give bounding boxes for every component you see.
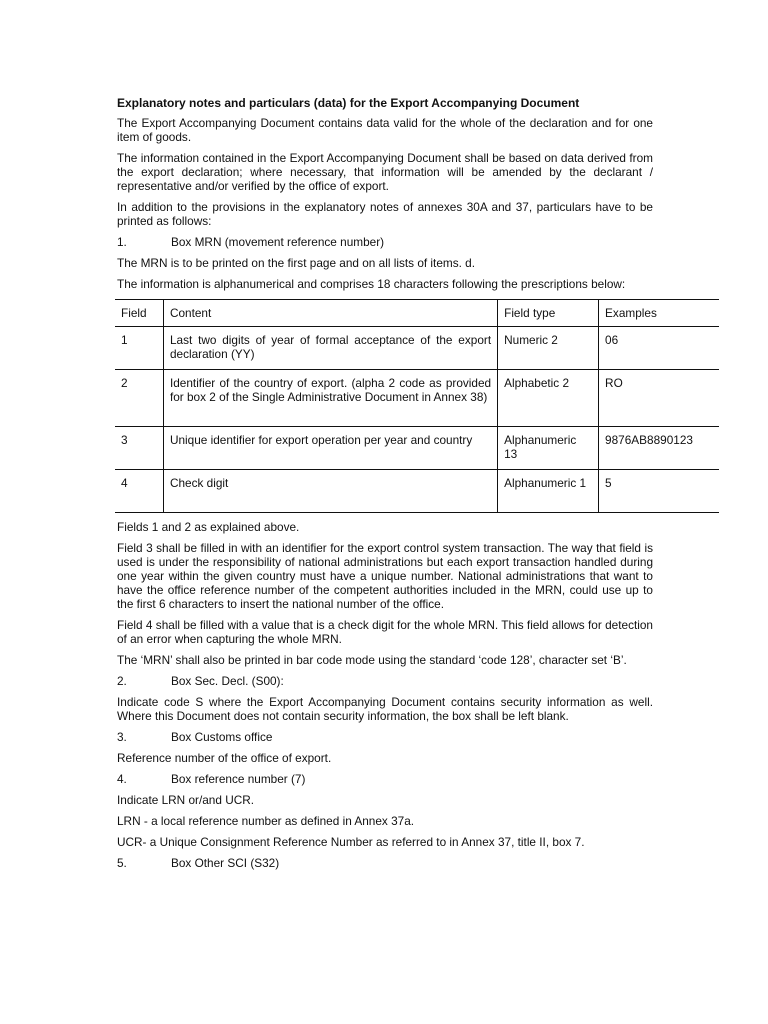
mrn-field-table [115, 299, 719, 513]
section-number: 5. [117, 856, 127, 870]
table-header-row [115, 300, 719, 327]
cell-field: 4 [115, 470, 163, 513]
cell-field-type: Numeric 2 [498, 327, 599, 370]
section-title: Box reference number (7) [171, 772, 306, 786]
cell-example: RO [599, 370, 719, 427]
document-title: Explanatory notes and particulars (data) for the Export Accompanying Document [117, 96, 580, 110]
section-2-heading [117, 674, 653, 688]
cell-example: 9876AB8890123 [599, 427, 719, 470]
section-title: Box Sec. Decl. (S00): [171, 674, 284, 688]
section-title: Box MRN (movement reference number) [171, 235, 385, 249]
cell-field-type: Alphanumeric 1 [498, 470, 599, 513]
cell-field: 3 [115, 427, 163, 470]
cell-content: Check digit [163, 470, 497, 513]
table-row [115, 370, 719, 427]
table-row [115, 327, 719, 370]
table-row [115, 470, 719, 513]
header-field: Field [115, 300, 163, 327]
intro-paragraph-1: The Export Accompanying Document contains data valid for the whole of the declaration and for one item of goods. [117, 116, 653, 144]
fields-note-1: Fields 1 and 2 as explained above. [117, 520, 300, 534]
section-2-paragraph: Indicate code S where the Export Accompanying Document contains security information as well. Where this Document does not contain security information, the box shall be left blank. [117, 695, 653, 723]
section-1-paragraph-1: The MRN is to be printed on the first page and on all lists of items. d. [117, 256, 476, 270]
section-5-heading [117, 856, 653, 870]
section-4-paragraph-2: LRN - a local reference number as defined in Annex 37a. [117, 814, 415, 828]
document-body [117, 96, 693, 877]
section-4-paragraph-3: UCR- a Unique Consignment Reference Number as referred to in Annex 37, title II, box 7. [117, 835, 585, 849]
cell-field: 1 [115, 327, 163, 370]
section-number: 4. [117, 772, 127, 786]
section-3-heading [117, 730, 653, 744]
cell-content: Identifier of the country of export. (alpha 2 code as provided for box 2 of the Single Administrative Document in Annex 38) [163, 370, 497, 427]
section-number: 2. [117, 674, 127, 688]
cell-example: 5 [599, 470, 719, 513]
cell-field-type: Alphanumeric 13 [498, 427, 599, 470]
fields-note-3: Field 4 shall be filled with a value that is a check digit for the whole MRN. This field allows for detection of an error when capturing the whole MRN. [117, 618, 653, 646]
intro-paragraph-2: The information contained in the Export Accompanying Document shall be based on data derived from the export declaration; where necessary, that information will be amended by the declarant / representative and/or verified by the office of export. [117, 151, 653, 193]
section-4-heading [117, 772, 653, 786]
section-title: Box Customs office [171, 730, 273, 744]
intro-paragraph-3: In addition to the provisions in the explanatory notes of annexes 30A and 37, particulars have to be printed as follows: [117, 200, 653, 228]
section-4-paragraph-1: Indicate LRN or/and UCR. [117, 793, 255, 807]
header-content: Content [163, 300, 497, 327]
table-row [115, 427, 719, 470]
section-3-paragraph: Reference number of the office of export. [117, 751, 332, 765]
fields-note-4: The ‘MRN’ shall also be printed in bar code mode using the standard ‘code 128’, character set ‘B’. [117, 653, 627, 667]
cell-field: 2 [115, 370, 163, 427]
section-1-paragraph-2: The information is alphanumerical and comprises 18 characters following the prescriptions below: [117, 277, 626, 291]
cell-field-type: Alphabetic 2 [498, 370, 599, 427]
section-number: 1. [117, 235, 127, 249]
header-field-type: Field type [498, 300, 599, 327]
section-1-heading [117, 235, 653, 249]
section-number: 3. [117, 730, 127, 744]
fields-note-2: Field 3 shall be filled in with an identifier for the export control system transaction. The way that field is used is under the responsibility of national administrations but each export transaction handled during one year within the given country must have a unique number. National administrations that want to have the office reference number of the competent authorities included in the MRN, could use up to the first 6 characters to insert the national number of the office. [117, 541, 653, 611]
cell-content: Unique identifier for export operation per year and country [163, 427, 497, 470]
cell-content: Last two digits of year of formal acceptance of the export declaration (YY) [163, 327, 497, 370]
section-title: Box Other SCI (S32) [171, 856, 280, 870]
cell-example: 06 [599, 327, 719, 370]
header-examples: Examples [599, 300, 719, 327]
